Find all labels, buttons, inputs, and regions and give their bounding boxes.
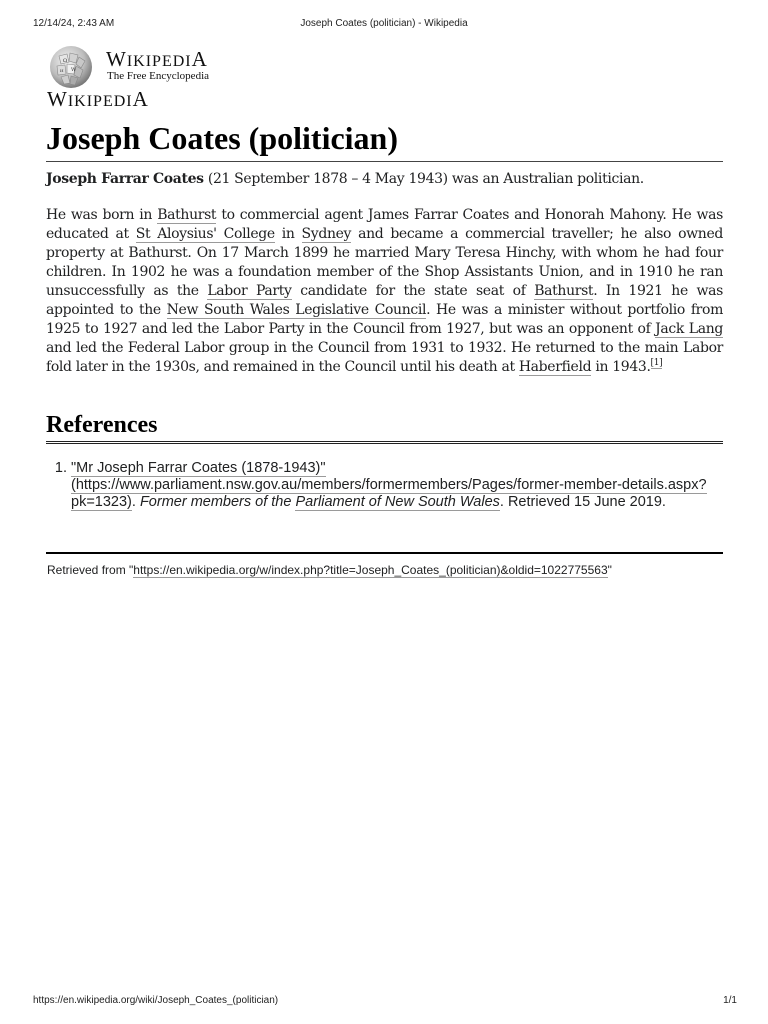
permanent-link[interactable]: https://en.wikipedia.org/w/index.php?title=Joseph_Coates_(politician)&oldid=1022775563 xyxy=(133,563,608,577)
svg-text:W: W xyxy=(71,67,77,73)
reference-url-link[interactable]: (https://www.parliament.nsw.gov.au/members/formermembers/Pages/former-member-details.aspx?pk=1323) xyxy=(71,477,707,510)
reference-item: 1. "Mr Joseph Farrar Coates (1878-1943)" (https://www.parliament.nsw.gov.au/members/formermembers/Pages/former-member-details.aspx?pk=1323). Former members of the Parliament of New South Wales. Retrieved 15 June 2019. xyxy=(71,460,723,511)
svg-text:И: И xyxy=(60,68,64,73)
biography-paragraph: He was born in Bathurst to commercial agent James Farrar Coates and Honorah Mahony. He was educated at St Aloysius' College in Sydney and became a commercial traveller; he also owned property at Bathurst. On 17 March 1899 he married Mary Teresa Hinchy, with whom he had four children. In 1902 he was a foundation member of the Shop Assistants Union, and in 1910 he ran unsuccessfully as the Labor Party candidate for the state seat of Bathurst. In 1921 he was appointed to the New South Wales Legislative Council. He was a minister without portfolio from 1925 to 1927 and led the Labor Party in the Council from 1927, but was an opponent of Jack Lang and led the Federal Labor group in the Council from 1931 to 1932. He returned to the main Labor fold later in the 1930s, and remained in the Council until his death at Haberfield in 1943.[1] xyxy=(46,207,724,375)
link-st-aloysius-college[interactable]: St Aloysius' College xyxy=(135,226,275,242)
references-heading: References xyxy=(46,411,723,444)
wikipedia-wordmark: WIKIPEDIA xyxy=(106,47,208,71)
citation-marker[interactable]: [1] xyxy=(650,358,663,369)
lead-paragraph: Joseph Farrar Coates (21 September 1878 – 4 May 1943) was an Australian politician. xyxy=(46,171,644,187)
retrieved-from-line: Retrieved from "https://en.wikipedia.org/w/index.php?title=Joseph_Coates_(politician)&oldid=1022775563" xyxy=(47,563,612,577)
link-sydney[interactable]: Sydney xyxy=(301,226,352,242)
link-bathurst[interactable]: Bathurst xyxy=(157,207,217,223)
link-labor-party[interactable]: Labor Party xyxy=(207,283,292,299)
references-list xyxy=(46,460,723,511)
link-parliament-of-nsw[interactable]: Parliament of New South Wales xyxy=(295,494,500,510)
link-jack-lang[interactable]: Jack Lang xyxy=(655,321,723,337)
print-page-title: Joseph Coates (politician) - Wikipedia xyxy=(300,18,468,29)
print-header xyxy=(0,0,768,36)
footer-divider xyxy=(46,552,723,554)
link-haberfield[interactable]: Haberfield xyxy=(518,359,592,375)
print-page-count: 1/1 xyxy=(723,995,737,1006)
wikipedia-logo[interactable] xyxy=(45,42,345,112)
reference-title-link[interactable]: "Mr Joseph Farrar Coates (1878-1943)" xyxy=(71,460,326,476)
page-title: Joseph Coates (politician) xyxy=(46,118,723,162)
wikipedia-wordmark-secondary: WIKIPEDIA xyxy=(47,87,149,111)
print-url: https://en.wikipedia.org/wiki/Joseph_Coates_(politician) xyxy=(33,995,279,1006)
svg-text:Ω: Ω xyxy=(63,58,68,64)
link-bathurst-electorate[interactable]: Bathurst xyxy=(534,283,594,299)
link-nsw-legislative-council[interactable]: New South Wales Legislative Council xyxy=(166,302,427,318)
article-content xyxy=(46,118,723,511)
wikipedia-globe-icon xyxy=(45,44,97,90)
print-datetime: 12/14/24, 2:43 AM xyxy=(33,18,115,29)
wikipedia-tagline: The Free Encyclopedia xyxy=(107,70,210,82)
article-subject-name: Joseph Farrar Coates xyxy=(46,171,204,187)
